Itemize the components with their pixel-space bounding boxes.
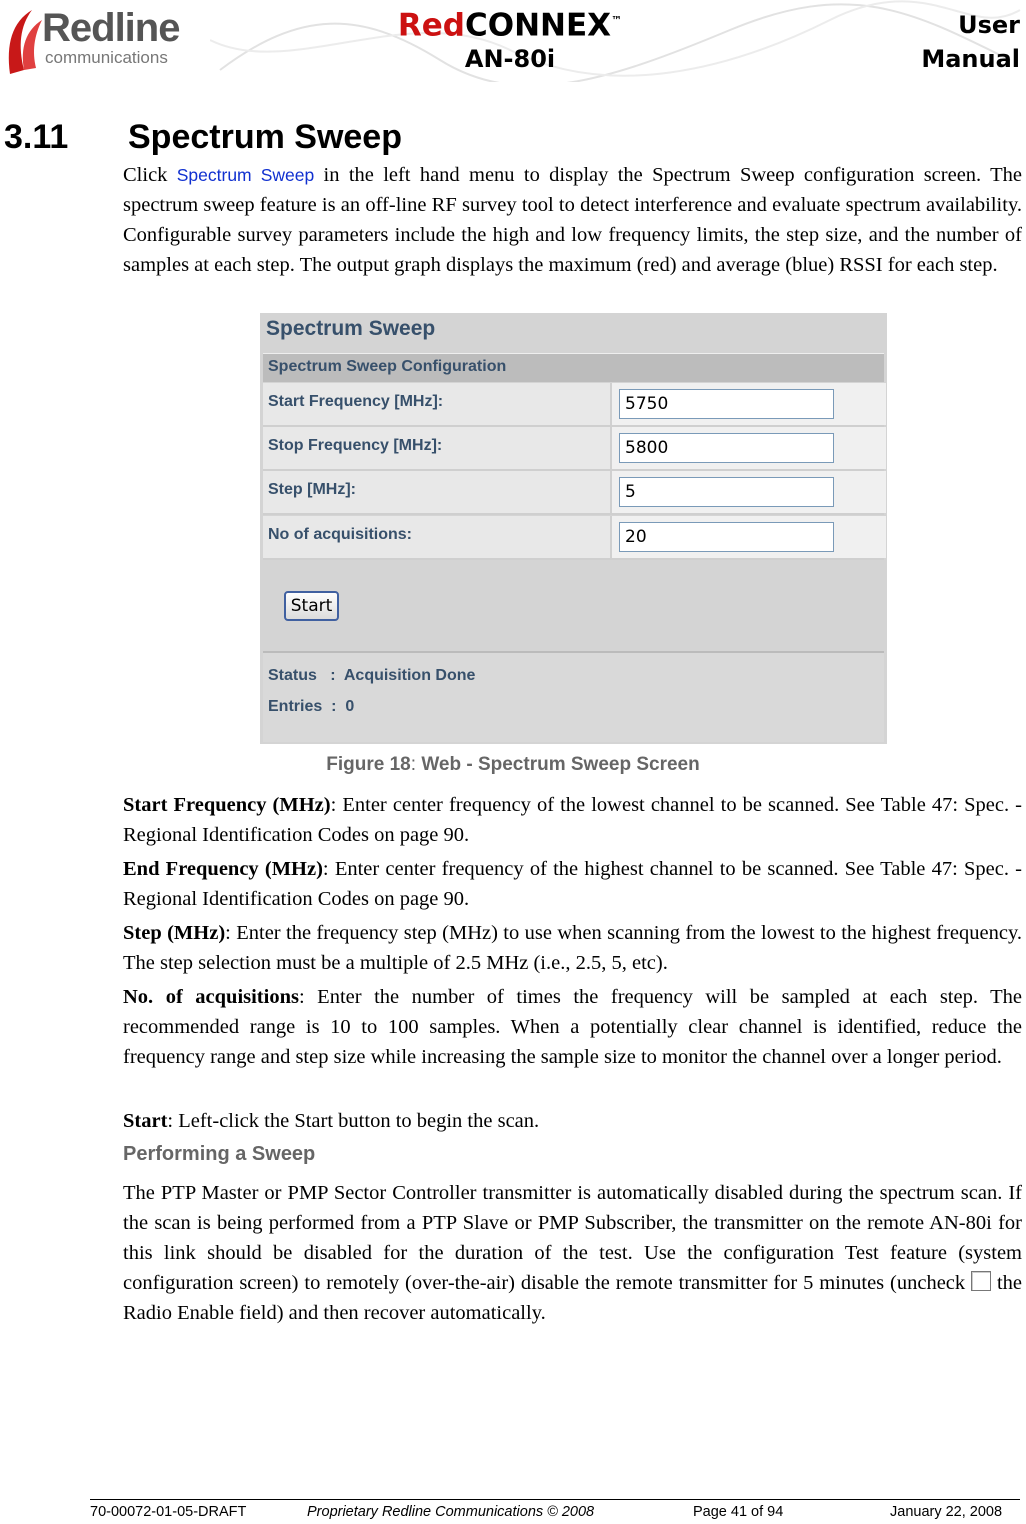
intro-paragraph: Click Spectrum Sweep in the left hand menu to display the Spectrum Sweep configuration screen. The spectrum sweep feature is an off-line RF survey tool to detect interference and evaluate spectrum availability. Configurable survey parameters include the high and low frequency limits, the step size, and the number of samples at each step. The output graph displays the maximum (red) and average (blue) RSSI for each step. [123, 164, 1023, 276]
param-acquisitions: No. of acquisitions: Enter the number of times the frequency will be sampled at each step. The recommended range is 10 to 100 samples. When a potentially clear channel is identified, reduce the frequency range and step size while increasing the sample size to monitor the channel over a longer period. [123, 986, 1022, 1068]
footer-page: Page 41 of 94 [693, 1504, 784, 1520]
product-title [360, 2, 660, 74]
acquisitions-label: No of acquisitions: [268, 526, 412, 543]
start-frequency-row [263, 383, 884, 427]
spectrum-sweep-link[interactable]: Spectrum Sweep [176, 165, 315, 185]
logo-subtitle: communications [45, 48, 168, 67]
redline-logo [2, 4, 212, 74]
stop-frequency-input[interactable] [619, 433, 834, 463]
checkbox-icon [971, 1271, 991, 1291]
footer-divider [90, 1499, 1020, 1500]
figure-caption: Figure 18: Web - Spectrum Sweep Screen [326, 754, 700, 775]
footer-doc-id: 70-00072-01-05-DRAFT [90, 1504, 247, 1520]
product-model: AN-80i [464, 45, 556, 74]
param-start-frequency: Start Frequency (MHz): Enter center frequency of the lowest channel to be scanned. See Table 47: Spec. - Regional Identification Codes on page 90. [123, 794, 1022, 846]
section-heading: Spectrum Sweep [128, 118, 402, 156]
product-name: RedCONNEX™ [397, 7, 623, 44]
acquisitions-row [263, 516, 884, 560]
status-text: Status : Acquisition Done [268, 667, 476, 684]
step-label: Step [MHz]: [268, 481, 356, 498]
param-start: Start: Left-click the Start button to begin the scan. [123, 1110, 540, 1132]
footer-date: January 22, 2008 [890, 1504, 1003, 1520]
start-frequency-input[interactable] [619, 389, 834, 419]
spectrum-sweep-screenshot [260, 313, 887, 744]
acquisitions-input[interactable] [619, 522, 834, 552]
footer-proprietary: Proprietary Redline Communications © 2008 [307, 1504, 595, 1520]
logo-swirl-icon [2, 4, 46, 76]
config-section-header: Spectrum Sweep Configuration [263, 353, 884, 382]
performing-sweep-heading: Performing a Sweep [123, 1143, 316, 1165]
step-input[interactable] [619, 477, 834, 507]
start-button[interactable]: Start [284, 591, 339, 621]
start-frequency-label: Start Frequency [MHz]: [268, 393, 444, 410]
stop-frequency-row [263, 427, 884, 471]
page-header [0, 0, 1026, 82]
section-title [4, 118, 402, 157]
param-end-frequency: End Frequency (MHz): Enter center frequency of the highest channel to be scanned. See Table 47: Spec. - Regional Identification Codes on page 90. [123, 858, 1022, 910]
performing-sweep-paragraph: The PTP Master or PMP Sector Controller transmitter is automatically disabled during the spectrum scan. If the scan is being performed from a PTP Slave or PMP Subscriber, the transmitter on the remote AN-80i for this link should be disabled for the duration of the test. Use the configuration Test feature (system configuration screen) to remotely (over-the-air) disable the remote transmitter for 5 minutes (uncheck the Radio Enable field) and then recover automatically. [123, 1182, 1023, 1324]
section-number: 3.11 [4, 118, 69, 156]
param-step: Step (MHz): Enter the frequency step (MHz) to use when scanning from the lowest to the highest frequency. The step selection must be a multiple of 2.5 MHz (i.e., 2.5, 5, etc). [123, 922, 1022, 974]
status-panel [263, 651, 884, 742]
entries-text: Entries : 0 [268, 698, 355, 715]
screen-title: Spectrum Sweep [266, 317, 436, 340]
stop-frequency-label: Stop Frequency [MHz]: [268, 437, 443, 454]
logo-wordmark: Redline [42, 6, 180, 50]
step-row [263, 471, 884, 515]
manual-label: User Manual [921, 11, 1020, 73]
